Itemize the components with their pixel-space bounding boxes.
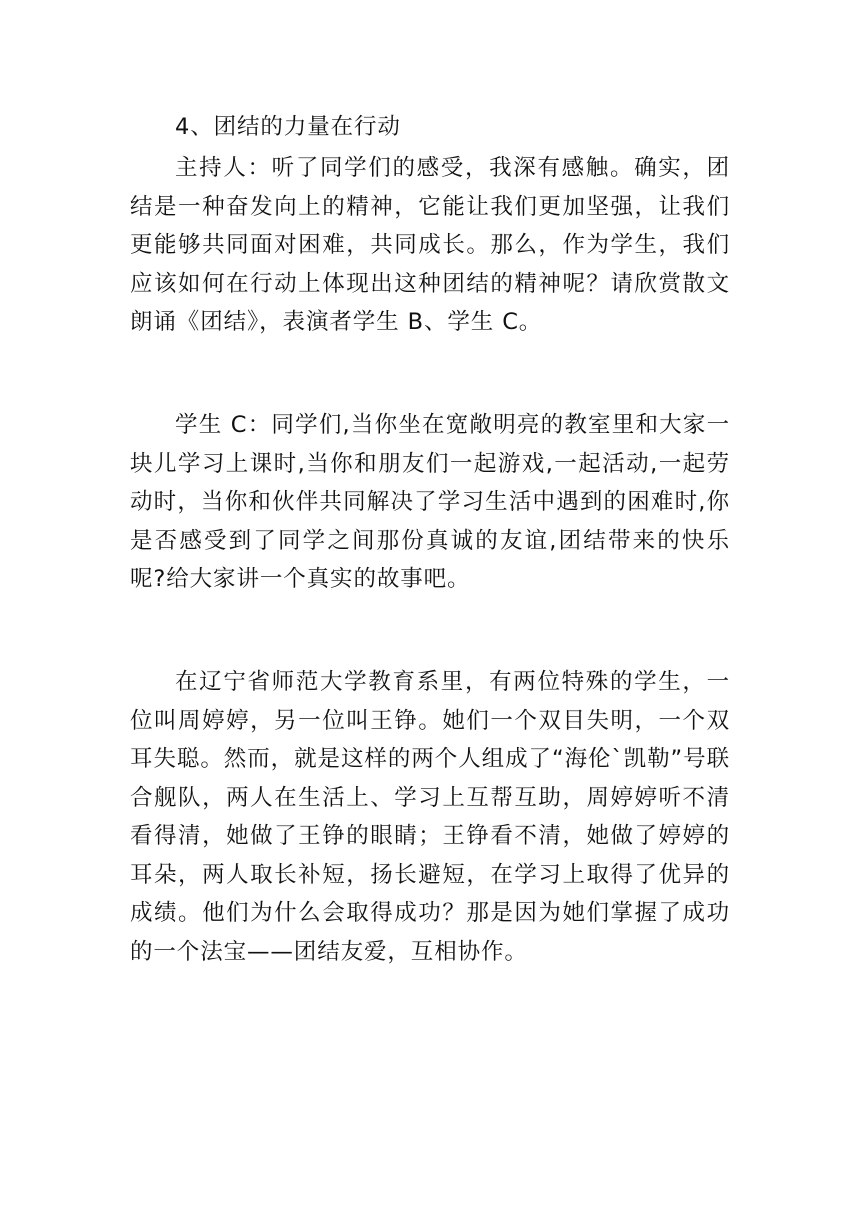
story-paragraph: 在辽宁省师范大学教育系里，有两位特殊的学生，一位叫周婷婷，另一位叫王铮。她们一个双目失明，一个双耳失聪。然而，就是这样的两个人组成了“海伦`凯勒”号联合舰队，两人在生活上、学习上互帮互助，周婷婷听不清看得清，她做了王铮的眼睛；王铮看不清，她做了婷婷的耳朵，两人取长补短，扬长避短，在学习上取得了优异的成绩。他们为什么会取得成功？那是因为她们掌握了成功的一个法宝——团结友爱，互相协作。 <box>130 669 730 965</box>
host-paragraph: 主持人：听了同学们的感受，我深有感触。确实，团结是一种奋发向上的精神，它能让我们更加坚强，让我们更能够共同面对困难，共同成长。那么，作为学生，我们应该如何在行动上体现出这种团结的精神呢？请欣赏散文朗诵《团结》，表演者学生 B、学生 C。 <box>130 155 730 335</box>
section-heading: 4、团结的力量在行动 <box>175 114 401 140</box>
student-c-paragraph: 学生 C：同学们,当你坐在宽敞明亮的教室里和大家一块儿学习上课时,当你和朋友们一起游戏,一起活动,一起劳动时，当你和伙伴共同解决了学习生活中遇到的困难时,你是否感受到了同学之间那份真诚的友谊,团结带来的快乐呢?给大家讲一个真实的故事吧。 <box>130 412 730 592</box>
